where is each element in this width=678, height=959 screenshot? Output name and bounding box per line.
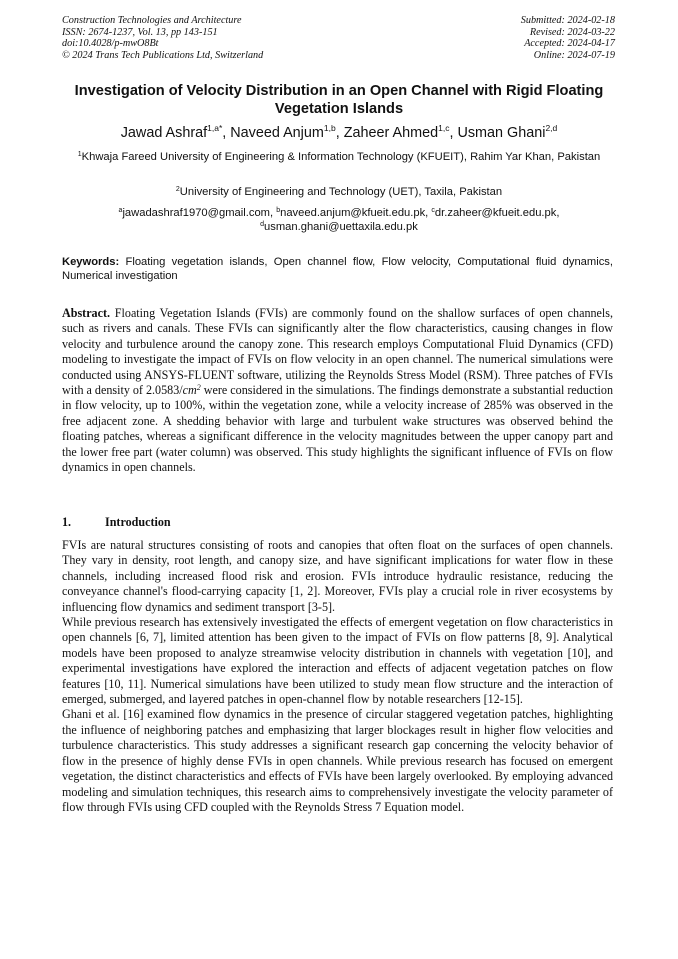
author-superscript: 2,d bbox=[545, 123, 558, 133]
paragraph: While previous research has extensively investigated the effects of emergent vegetation on flow characteristics in open channels [6, 7], limited attention has been given to the impact of FVIs on flow patterns [8, 9]. Analytical models have been proposed to analyze streamwise velocity distribution in channels with vegetation [10], and experimental investigations have explored the interaction and effects of adjacent vegetation patches on flow features [10, 11]. Numerical simulations have been utilized to study mean flow structure and the interaction of emerged, submerged, and layered patches in open-channel flow by notable researchers [12-15]. bbox=[62, 615, 613, 707]
author-name: Jawad Ashraf bbox=[120, 125, 208, 141]
author-name: Zaheer Ahmed bbox=[343, 125, 439, 141]
abstract-label: Abstract. bbox=[62, 306, 111, 320]
accepted-date: Accepted: 2024-04-17 bbox=[524, 38, 615, 50]
revised-date: Revised: 2024-03-22 bbox=[529, 26, 615, 38]
author-superscript: 1,b bbox=[323, 123, 336, 133]
email-superscript: c bbox=[431, 207, 435, 214]
author-separator: , bbox=[222, 125, 231, 141]
email-link[interactable]: naveed.anjum@kfueit.edu.pk, bbox=[280, 207, 432, 219]
section-title: Introduction bbox=[105, 515, 171, 529]
affiliation-1 bbox=[40, 150, 638, 164]
affiliation-2 bbox=[40, 185, 638, 199]
issn-line: ISSN: 2674-1237, Vol. 13, pp 143-151 bbox=[62, 26, 218, 38]
author-emails bbox=[40, 206, 638, 234]
email-link[interactable]: dr.zaheer@kfueit.edu.pk, bbox=[434, 207, 560, 219]
journal-header-left bbox=[62, 15, 263, 61]
email-superscript: a bbox=[118, 207, 123, 214]
abstract-text: were considered in the simulations. The findings demonstrate a substantial reduction in flow velocity, up to 100%, within the vegetation zone, while a velocity increase of 285% was observed in the free adjacent zone. A shedding behavior with large and turbulent wake structures was observed behind the floating patches, whereas a significant difference in the velocity magnitudes between the upper canopy part and the lower free part (water column) was observed. This study highlights the significant influence of FVIs on flow dynamics in open channels. bbox=[62, 383, 614, 475]
journal-header-right bbox=[521, 15, 615, 61]
email-link[interactable]: jawadashraf1970@gmail.com, bbox=[122, 207, 277, 219]
author-name: Naveed Anjum bbox=[230, 125, 324, 141]
keywords-label: Keywords: bbox=[62, 256, 120, 268]
density-unit-base: cm bbox=[182, 383, 197, 398]
affiliation-superscript: 1 bbox=[77, 151, 82, 158]
author-list bbox=[30, 124, 648, 142]
journal-name: Construction Technologies and Architecture bbox=[62, 15, 242, 26]
abstract-block bbox=[62, 306, 613, 475]
affiliation-text: University of Engineering and Technology (UET), Taxila, Pakistan bbox=[179, 186, 503, 198]
affiliation-text: Khwaja Fareed University of Engineering & Information Technology (KFUEIT), Rahim Yar Khan, Pakistan bbox=[81, 151, 601, 163]
author-superscript: 1,a* bbox=[207, 123, 223, 133]
keywords-block bbox=[62, 255, 613, 284]
email-link[interactable]: usman.ghani@uettaxila.edu.pk bbox=[264, 221, 418, 233]
density-unit bbox=[183, 383, 201, 397]
paragraph: Ghani et al. [16] examined flow dynamics in the presence of circular staggered vegetation patches, highlighting the influence of neighboring patches and emphasizing that larger blockages result in higher flow velocities and turbulence characteristics. This study addresses a significant research gap concerning the velocity behavior of flow in the presence of highly dense FVIs in open channels. While previous research has focused on emergent vegetation, the distinct characteristics and effects of FVIs have been largely overlooked. By employing advanced modeling and simulation techniques, this research aims to comprehensively investigate the velocity parameter of flow through FVIs using CFD coupled with the Reynolds Stress 7 Equation model. bbox=[62, 707, 613, 814]
email-superscript: d bbox=[260, 221, 265, 228]
abstract-text: Floating Vegetation Islands (FVIs) are commonly found on the shallow surfaces of open channels, such as rivers and canals. These FVIs can significantly alter the flow characteristics, causing changes in flow velocity and turbulence around the canopy zone. This research employs Computational Fluid Dynamics (CFD) modeling to investigate the impact of FVIs on flow velocity in an open channel. The numerical simulations were conducted using ANSYS-FLUENT software, utilizing the Reynolds Stress Model (RSM). Three patches of FVIs with a density of 2.0583/ bbox=[62, 306, 613, 398]
affiliation-superscript: 2 bbox=[175, 186, 180, 193]
introduction-body bbox=[62, 538, 613, 815]
email-superscript: b bbox=[276, 207, 281, 214]
author-name: Usman Ghani bbox=[457, 125, 546, 141]
paragraph: FVIs are natural structures consisting of roots and canopies that often float on the surfaces of open channels. They vary in density, root length, and canopy size, and have significant implications for water flow in these channels, including increased flood risk and erosion. FVIs introduce hydraulic resistance, reducing the conveyance channel's flood-carrying capacity [1, 2]. Moreover, FVIs play a crucial role in river ecosystems by influencing flow dynamics and sediment transport [3-5]. bbox=[62, 538, 613, 614]
keywords-text: Floating vegetation islands, Open channel flow, Flow velocity, Computational fluid dynamics, Numerical investigation bbox=[62, 256, 613, 283]
section-heading-introduction bbox=[62, 515, 171, 530]
author-separator: , bbox=[449, 125, 458, 141]
online-date: Online: 2024-07-19 bbox=[533, 49, 615, 61]
author-separator: , bbox=[335, 125, 344, 141]
section-number: 1. bbox=[62, 515, 72, 529]
doi-line[interactable]: doi:10.4028/p-mwO8Bt bbox=[62, 38, 159, 50]
density-unit-exponent: 2 bbox=[196, 383, 201, 393]
copyright-line: © 2024 Trans Tech Publications Ltd, Switzerland bbox=[62, 49, 264, 61]
paper-title: Investigation of Velocity Distribution in an Open Channel with Rigid Floating Vegetation Islands bbox=[74, 83, 604, 117]
author-superscript: 1,c bbox=[438, 123, 450, 133]
submitted-date: Submitted: 2024-02-18 bbox=[520, 15, 615, 26]
